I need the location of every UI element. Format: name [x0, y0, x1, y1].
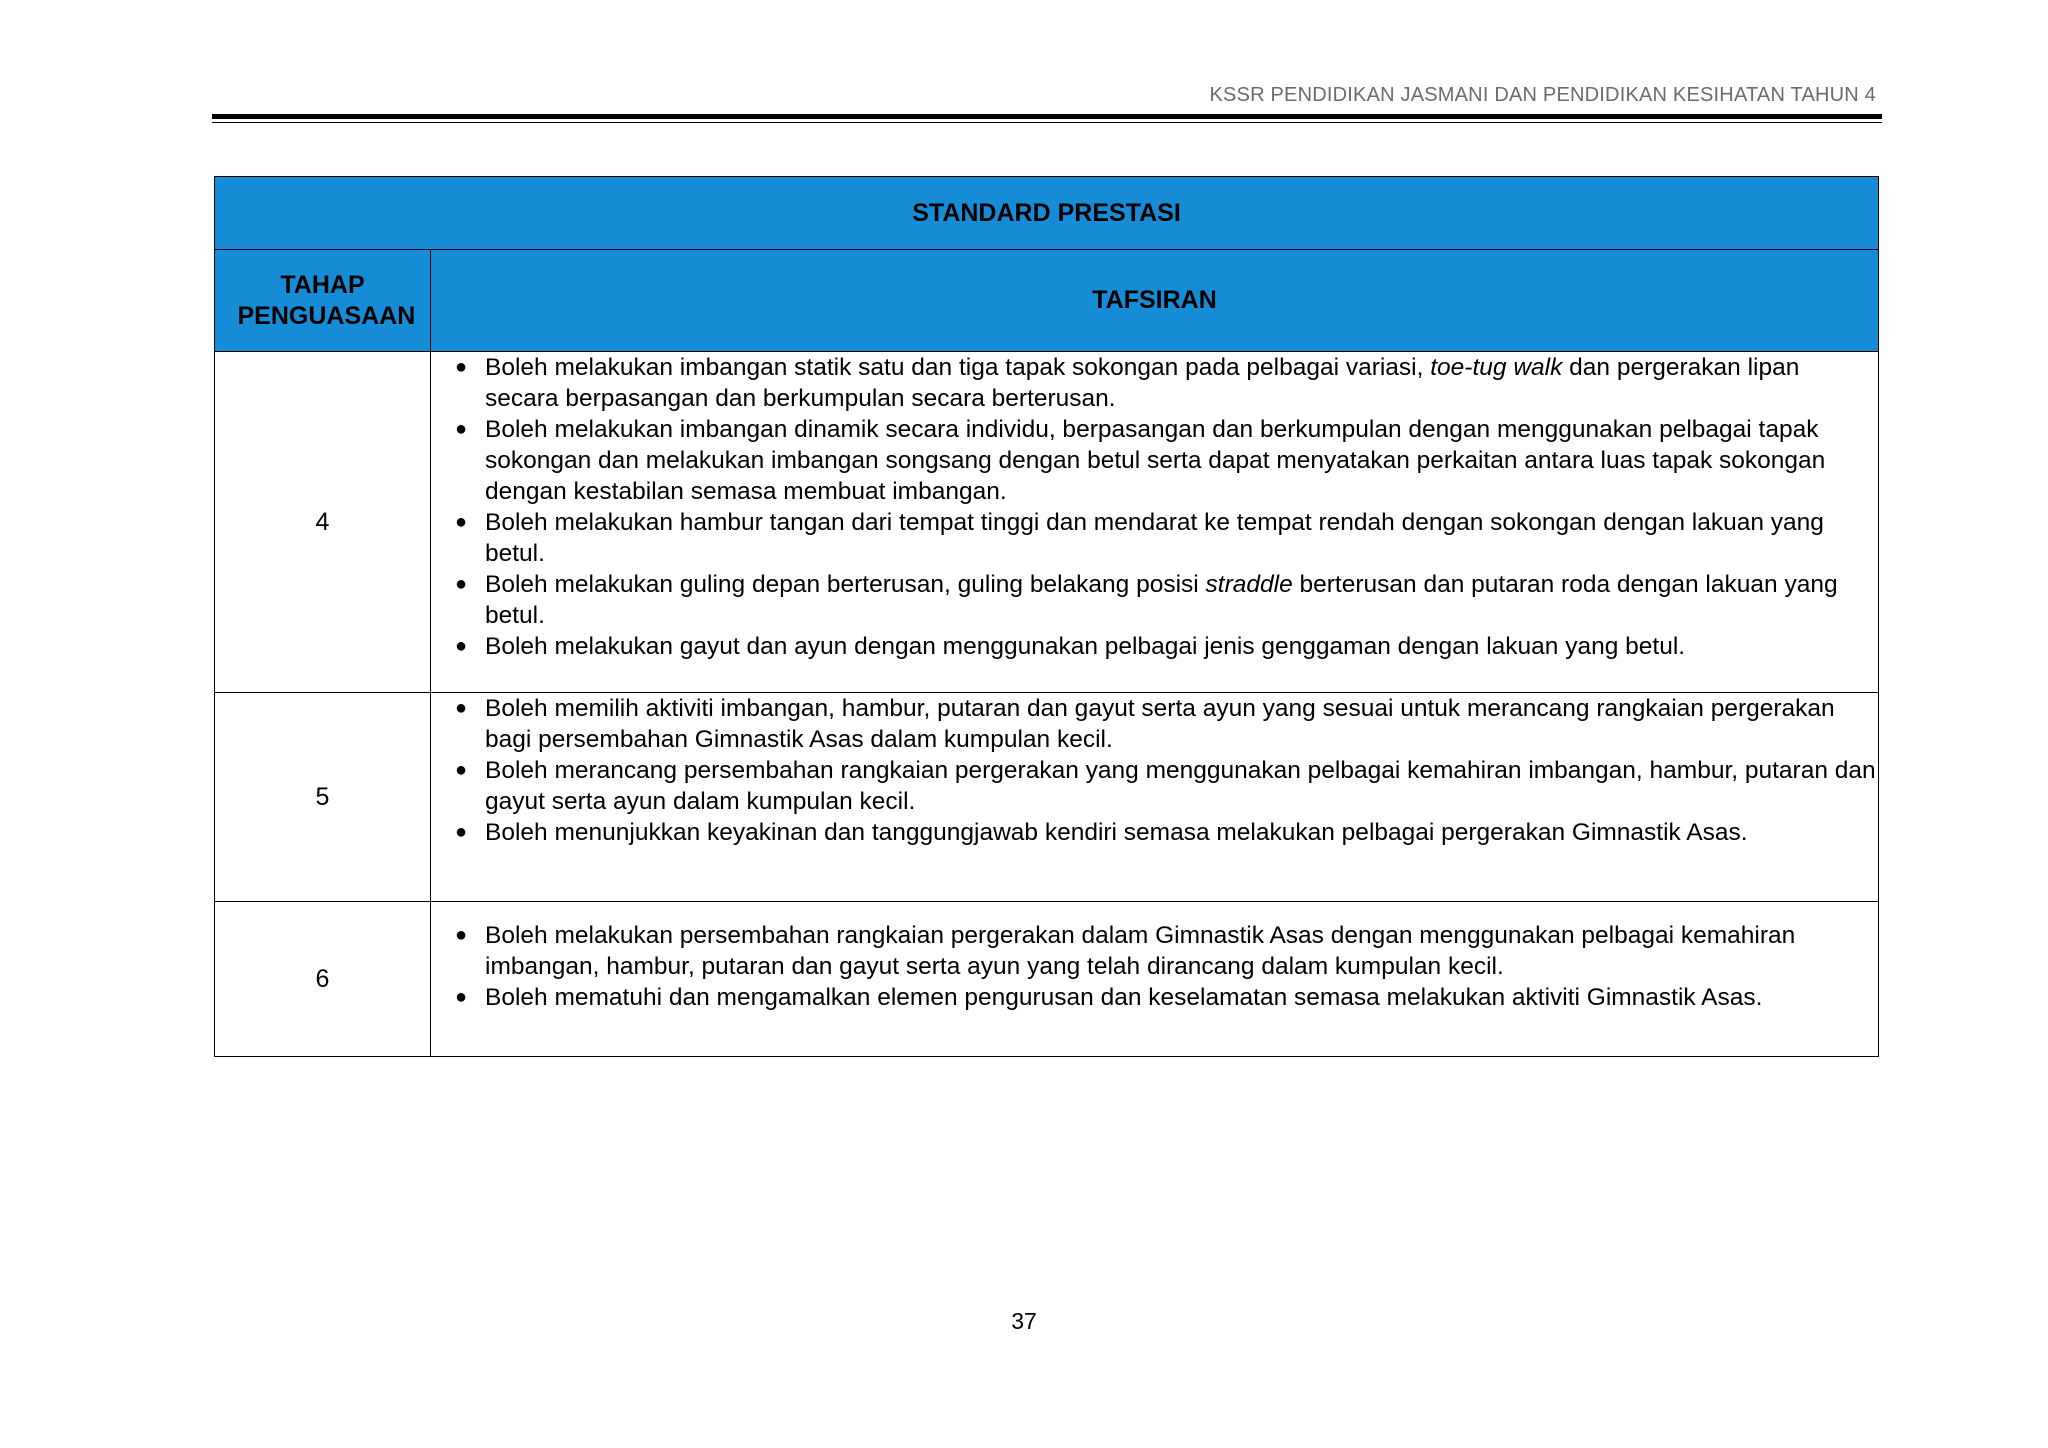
bullet-icon: ●	[455, 924, 468, 946]
item-text: Boleh menunjukkan keyakinan dan tanggungjawab kendiri semasa melakukan pelbagai pergerakan Gimnastik Asas.	[485, 819, 1748, 846]
bullet-icon: ●	[455, 821, 468, 843]
tafsiran-list	[431, 920, 1878, 1013]
header-rule-thin	[212, 122, 1882, 123]
list-item	[455, 507, 1878, 569]
list-item	[455, 693, 1878, 755]
level-cell: 6	[215, 902, 431, 1057]
list-item	[455, 569, 1878, 631]
page-number: 37	[1011, 1308, 1037, 1334]
list-item	[455, 352, 1878, 414]
list-item	[455, 755, 1878, 817]
item-text: Boleh melakukan guling depan berterusan, guling belakang posisi	[485, 571, 1206, 598]
item-text: berterusan dan putaran roda dengan lakuan yang betul.	[485, 571, 1838, 629]
level-cell: 5	[215, 693, 431, 902]
bullet-icon: ●	[455, 511, 468, 533]
item-text: Boleh melakukan persembahan rangkaian pergerakan dalam Gimnastik Asas dengan menggunakan pelbagai kemahiran imbangan, hambur, putaran dan gayut serta ayun yang telah dirancang dalam kumpulan kecil.	[485, 922, 1796, 980]
tafsiran-list	[431, 352, 1878, 662]
item-text: Boleh memilih aktiviti imbangan, hambur, putaran dan gayut serta ayun yang sesuai untuk merancang rangkaian pergerakan bagi persembahan Gimnastik Asas dalam kumpulan kecil.	[485, 695, 1835, 753]
tafsiran-cell	[431, 693, 1879, 902]
item-text: Boleh melakukan imbangan statik satu dan tiga tapak sokongan pada pelbagai variasi,	[485, 354, 1431, 381]
item-text-italic: straddle	[1205, 571, 1293, 598]
list-item	[455, 631, 1878, 662]
table-row	[215, 693, 1879, 902]
tafsiran-cell	[431, 902, 1879, 1057]
tafsiran-cell	[431, 352, 1879, 693]
list-item	[455, 414, 1878, 507]
item-text-italic: toe-tug walk	[1430, 354, 1563, 381]
bullet-icon: ●	[455, 697, 468, 719]
col-header-content: TAFSIRAN	[431, 250, 1879, 352]
bullet-icon: ●	[455, 356, 468, 378]
item-text: Boleh melakukan imbangan dinamik secara individu, berpasangan dan berkumpulan dengan menggunakan pelbagai tapak sokongan dan melakukan imbangan songsang dengan betul serta dapat menyatakan perkaitan antara luas tapak sokongan dengan kestabilan semasa membuat imbangan.	[485, 416, 1826, 505]
item-text: Boleh mematuhi dan mengamalkan elemen pengurusan dan keselamatan semasa melakukan aktiviti Gimnastik Asas.	[485, 984, 1763, 1011]
bullet-icon: ●	[455, 986, 468, 1008]
standard-prestasi-table	[214, 176, 1879, 1057]
item-text: Boleh merancang persembahan rangkaian pergerakan yang menggunakan pelbagai kemahiran imbangan, hambur, putaran dan gayut serta ayun dalam kumpulan kecil.	[485, 757, 1876, 815]
item-text: dan pergerakan lipan secara berpasangan dan berkumpulan secara berterusan.	[485, 354, 1800, 412]
list-item	[455, 982, 1878, 1013]
bullet-icon: ●	[455, 418, 468, 440]
table-row	[215, 352, 1879, 693]
header-rule-thick	[212, 114, 1882, 119]
bullet-icon: ●	[455, 759, 468, 781]
item-text: Boleh melakukan hambur tangan dari tempat tinggi dan mendarat ke tempat rendah dengan sokongan dengan lakuan yang betul.	[485, 509, 1824, 567]
bullet-icon: ●	[455, 573, 468, 595]
level-cell: 4	[215, 352, 431, 693]
bullet-icon: ●	[455, 635, 468, 657]
running-header: KSSR PENDIDIKAN JASMANI DAN PENDIDIKAN KESIHATAN TAHUN 4	[1209, 84, 1876, 106]
table-title: STANDARD PRESTASI	[215, 177, 1879, 250]
item-text: Boleh melakukan gayut dan ayun dengan menggunakan pelbagai jenis genggaman dengan lakuan yang betul.	[485, 633, 1686, 660]
list-item	[455, 817, 1878, 848]
tafsiran-list	[431, 693, 1878, 848]
col-header-level-text: TAHAP PENGUASAAN	[237, 270, 416, 330]
list-item	[455, 920, 1878, 982]
col-header-level	[215, 250, 431, 352]
table-row	[215, 902, 1879, 1057]
table-body	[215, 352, 1879, 1057]
